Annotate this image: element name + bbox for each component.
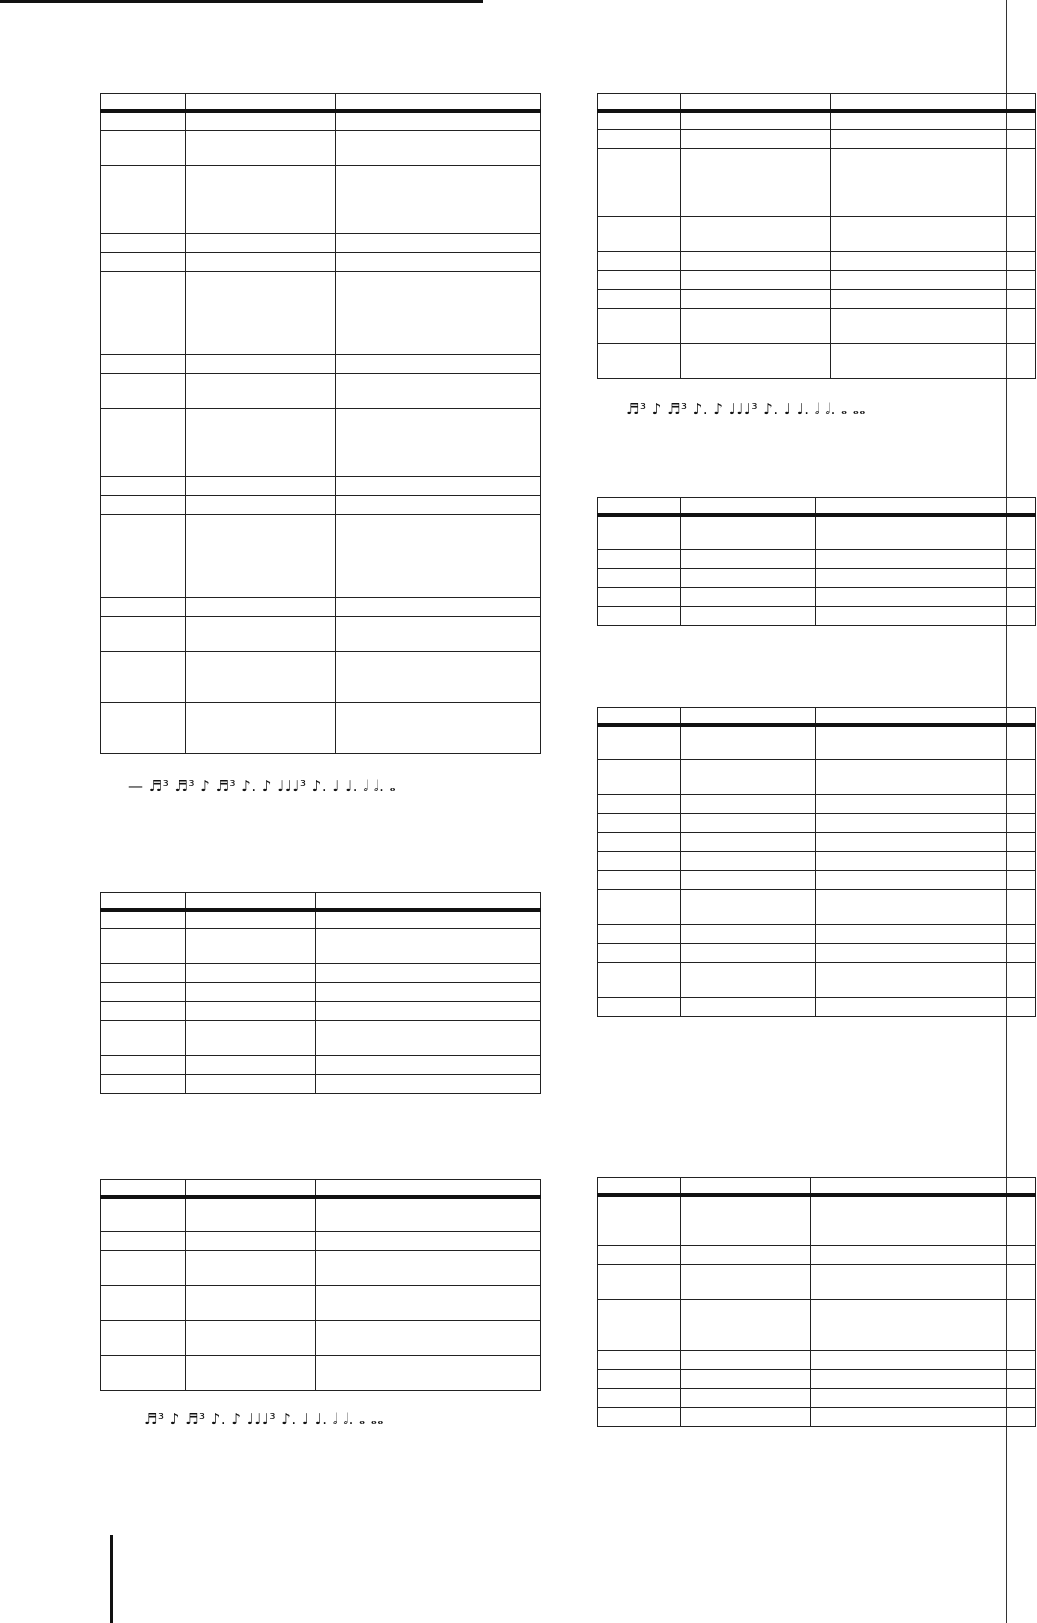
- table-cell: [101, 496, 186, 515]
- table-row: [598, 1351, 1036, 1370]
- table-cell: [598, 515, 681, 550]
- table-cell: [336, 515, 541, 598]
- table-cell: [681, 344, 831, 379]
- table-cell: [101, 1021, 186, 1056]
- table-row: [598, 760, 1036, 795]
- table-row: [598, 1195, 1036, 1246]
- table-cell: [101, 598, 186, 617]
- table-cell: [598, 309, 681, 344]
- table-cell: [831, 344, 1036, 379]
- table-row: [598, 963, 1036, 998]
- table-cell: [336, 111, 541, 131]
- table-cell: [681, 271, 831, 290]
- table-cell: [336, 617, 541, 652]
- table-cell: [101, 1251, 186, 1286]
- table-cell: [681, 963, 816, 998]
- table-cell: [816, 588, 1036, 607]
- table-cell: [336, 477, 541, 496]
- table-cell: [598, 1265, 681, 1300]
- table-cell: [681, 852, 816, 871]
- table-row: [598, 111, 1036, 130]
- column-header: [816, 708, 1036, 725]
- table-cell: [101, 617, 186, 652]
- table-cell: [101, 1056, 186, 1075]
- table-row: [598, 1389, 1036, 1408]
- table-cell: [598, 217, 681, 252]
- column-header: [101, 94, 186, 111]
- table-cell: [681, 760, 816, 795]
- table-cell: [598, 852, 681, 871]
- note-values-legend: — ♬³ ♬³ ♪ ♬³ ♪. ♪ ♩♩♩³ ♪. ♩ ♩. 𝅗𝅥 𝅗𝅥. 𝅝: [128, 777, 397, 795]
- column-header: [598, 498, 681, 515]
- table-cell: [316, 1321, 541, 1356]
- table-cell: [816, 998, 1036, 1017]
- column-header: [831, 94, 1036, 111]
- table-cell: [186, 1075, 316, 1094]
- table-row: [101, 496, 541, 515]
- table-cell: [336, 166, 541, 234]
- table-cell: [598, 1246, 681, 1265]
- table-cell: [598, 1195, 681, 1246]
- column-header: [681, 498, 816, 515]
- table-cell: [336, 355, 541, 374]
- table-cell: [681, 944, 816, 963]
- table-row: [101, 598, 541, 617]
- parameter-table-2: [100, 892, 541, 1094]
- table-row: [101, 964, 541, 983]
- table-cell: [681, 1408, 811, 1427]
- table-cell: [681, 1300, 811, 1351]
- table-cell: [816, 925, 1036, 944]
- column-header: [101, 893, 186, 910]
- table-cell: [816, 890, 1036, 925]
- table-cell: [316, 1286, 541, 1321]
- table-cell: [681, 725, 816, 760]
- table-row: [101, 166, 541, 234]
- table-row: [101, 617, 541, 652]
- table-cell: [316, 1075, 541, 1094]
- table-row: [598, 588, 1036, 607]
- table-cell: [681, 1370, 811, 1389]
- table-cell: [598, 944, 681, 963]
- table-row: [101, 1075, 541, 1094]
- table-cell: [598, 833, 681, 852]
- table-cell: [816, 569, 1036, 588]
- table-cell: [598, 344, 681, 379]
- table-cell: [316, 1056, 541, 1075]
- table-row: [101, 929, 541, 964]
- table-cell: [101, 111, 186, 131]
- column-header: [186, 893, 316, 910]
- table-cell: [598, 760, 681, 795]
- table-cell: [316, 964, 541, 983]
- table-row: [598, 515, 1036, 550]
- table-row: [101, 910, 541, 929]
- table-cell: [336, 253, 541, 272]
- column-header: [681, 708, 816, 725]
- table-cell: [681, 290, 831, 309]
- table-row: [598, 130, 1036, 149]
- top-header-rule: [0, 0, 483, 3]
- table-row: [101, 1321, 541, 1356]
- table-cell: [816, 607, 1036, 626]
- table-cell: [186, 515, 336, 598]
- table-row: [101, 111, 541, 131]
- table-cell: [831, 111, 1036, 130]
- column-header: [816, 498, 1036, 515]
- table-cell: [186, 355, 336, 374]
- table-cell: [681, 1389, 811, 1408]
- table-cell: [681, 1195, 811, 1246]
- table-cell: [101, 131, 186, 166]
- table-cell: [598, 963, 681, 998]
- table-cell: [598, 1408, 681, 1427]
- table-cell: [101, 652, 186, 703]
- column-header: [598, 1178, 681, 1195]
- table-row: [101, 1056, 541, 1075]
- table-cell: [598, 149, 681, 217]
- parameter-table-5: [597, 497, 1036, 626]
- table-cell: [831, 252, 1036, 271]
- table-cell: [186, 1002, 316, 1021]
- table-cell: [598, 1370, 681, 1389]
- table-cell: [598, 550, 681, 569]
- table-cell: [598, 814, 681, 833]
- table-cell: [101, 910, 186, 929]
- table-row: [598, 1408, 1036, 1427]
- table-row: [101, 1286, 541, 1321]
- table-cell: [598, 271, 681, 290]
- table-cell: [186, 929, 316, 964]
- table-row: [598, 833, 1036, 852]
- table-cell: [598, 111, 681, 130]
- table-row: [598, 217, 1036, 252]
- column-header: [186, 94, 336, 111]
- table-cell: [681, 607, 816, 626]
- table-cell: [598, 588, 681, 607]
- column-header: [598, 94, 681, 111]
- table-row: [598, 944, 1036, 963]
- table-row: [598, 852, 1036, 871]
- table-cell: [816, 833, 1036, 852]
- table-row: [101, 983, 541, 1002]
- table-cell: [811, 1246, 1036, 1265]
- table-cell: [816, 963, 1036, 998]
- table-cell: [186, 111, 336, 131]
- table-cell: [186, 1021, 316, 1056]
- table-row: [101, 703, 541, 754]
- table-cell: [101, 1232, 186, 1251]
- table-cell: [681, 309, 831, 344]
- table-cell: [101, 166, 186, 234]
- table-cell: [101, 1356, 186, 1391]
- table-cell: [101, 477, 186, 496]
- table-cell: [336, 374, 541, 409]
- table-cell: [811, 1408, 1036, 1427]
- table-cell: [101, 1321, 186, 1356]
- table-row: [598, 814, 1036, 833]
- table-cell: [681, 111, 831, 130]
- table-row: [101, 1356, 541, 1391]
- table-cell: [811, 1265, 1036, 1300]
- parameter-table-4: [597, 93, 1036, 379]
- table-row: [598, 1370, 1036, 1389]
- table-cell: [681, 149, 831, 217]
- table-cell: [681, 252, 831, 271]
- table-cell: [186, 617, 336, 652]
- table-cell: [681, 998, 816, 1017]
- parameter-table-1: [100, 93, 541, 754]
- table-cell: [186, 1197, 316, 1232]
- table-cell: [186, 234, 336, 253]
- table-cell: [186, 1251, 316, 1286]
- table-cell: [816, 515, 1036, 550]
- table-cell: [681, 833, 816, 852]
- table-cell: [101, 355, 186, 374]
- table-cell: [831, 217, 1036, 252]
- table-cell: [101, 515, 186, 598]
- table-cell: [336, 652, 541, 703]
- table-cell: [816, 871, 1036, 890]
- table-cell: [101, 1197, 186, 1232]
- table-cell: [101, 1075, 186, 1094]
- table-row: [101, 234, 541, 253]
- table-row: [101, 1251, 541, 1286]
- table-cell: [316, 929, 541, 964]
- table-cell: [816, 550, 1036, 569]
- column-header: [681, 94, 831, 111]
- table-cell: [681, 890, 816, 925]
- table-row: [598, 1300, 1036, 1351]
- table-cell: [186, 598, 336, 617]
- table-cell: [186, 409, 336, 477]
- table-cell: [811, 1389, 1036, 1408]
- table-cell: [831, 290, 1036, 309]
- table-cell: [186, 253, 336, 272]
- table-cell: [186, 1286, 316, 1321]
- table-row: [598, 1246, 1036, 1265]
- table-cell: [598, 725, 681, 760]
- table-cell: [811, 1370, 1036, 1389]
- table-row: [598, 871, 1036, 890]
- table-cell: [101, 253, 186, 272]
- column-header: [336, 94, 541, 111]
- table-cell: [101, 374, 186, 409]
- table-cell: [336, 272, 541, 355]
- table-row: [598, 550, 1036, 569]
- table-cell: [681, 814, 816, 833]
- table-cell: [816, 852, 1036, 871]
- table-cell: [681, 550, 816, 569]
- table-row: [101, 1197, 541, 1232]
- table-row: [101, 1002, 541, 1021]
- table-cell: [186, 131, 336, 166]
- table-cell: [811, 1351, 1036, 1370]
- table-cell: [186, 910, 316, 929]
- table-cell: [316, 1021, 541, 1056]
- table-cell: [101, 234, 186, 253]
- table-cell: [831, 130, 1036, 149]
- table-row: [101, 1232, 541, 1251]
- parameter-table-7: [597, 1177, 1036, 1427]
- table-cell: [316, 1232, 541, 1251]
- table-cell: [816, 725, 1036, 760]
- table-cell: [681, 569, 816, 588]
- table-cell: [186, 1321, 316, 1356]
- table-cell: [598, 998, 681, 1017]
- table-cell: [316, 1197, 541, 1232]
- table-cell: [101, 929, 186, 964]
- column-header: [186, 1180, 316, 1197]
- table-cell: [186, 374, 336, 409]
- table-row: [598, 569, 1036, 588]
- parameter-table-3: [100, 1179, 541, 1391]
- table-cell: [316, 983, 541, 1002]
- table-cell: [816, 944, 1036, 963]
- column-header: [101, 1180, 186, 1197]
- table-cell: [598, 252, 681, 271]
- table-cell: [681, 1265, 811, 1300]
- table-cell: [336, 234, 541, 253]
- table-row: [101, 355, 541, 374]
- table-cell: [681, 1246, 811, 1265]
- note-values-legend: ♬³ ♪ ♬³ ♪. ♪ ♩♩♩³ ♪. ♩ ♩. 𝅗𝅥 𝅗𝅥. 𝅝 𝅝𝅝: [626, 400, 866, 418]
- table-row: [598, 607, 1036, 626]
- table-cell: [336, 131, 541, 166]
- table-cell: [101, 964, 186, 983]
- table-cell: [186, 272, 336, 355]
- table-cell: [316, 1002, 541, 1021]
- table-cell: [598, 1389, 681, 1408]
- table-row: [598, 344, 1036, 379]
- table-cell: [316, 910, 541, 929]
- table-row: [598, 252, 1036, 271]
- table-cell: [336, 409, 541, 477]
- column-header: [316, 893, 541, 910]
- table-cell: [186, 983, 316, 1002]
- table-row: [101, 409, 541, 477]
- table-cell: [336, 703, 541, 754]
- table-cell: [186, 1356, 316, 1391]
- table-cell: [681, 130, 831, 149]
- table-cell: [186, 166, 336, 234]
- table-cell: [598, 569, 681, 588]
- table-row: [101, 253, 541, 272]
- table-row: [101, 272, 541, 355]
- table-cell: [598, 925, 681, 944]
- table-row: [598, 309, 1036, 344]
- table-cell: [336, 496, 541, 515]
- table-cell: [186, 652, 336, 703]
- footer-left-rule: [110, 1535, 113, 1623]
- table-cell: [101, 409, 186, 477]
- table-cell: [598, 1300, 681, 1351]
- table-cell: [316, 1356, 541, 1391]
- table-cell: [186, 964, 316, 983]
- table-cell: [681, 588, 816, 607]
- table-row: [101, 131, 541, 166]
- table-cell: [336, 598, 541, 617]
- table-cell: [598, 795, 681, 814]
- table-cell: [598, 290, 681, 309]
- table-cell: [101, 1286, 186, 1321]
- table-cell: [101, 703, 186, 754]
- table-cell: [816, 814, 1036, 833]
- table-cell: [316, 1251, 541, 1286]
- table-cell: [831, 149, 1036, 217]
- table-row: [598, 725, 1036, 760]
- table-cell: [681, 871, 816, 890]
- column-header: [681, 1178, 811, 1195]
- table-cell: [811, 1195, 1036, 1246]
- table-cell: [681, 515, 816, 550]
- table-cell: [598, 1351, 681, 1370]
- table-cell: [186, 496, 336, 515]
- table-row: [101, 374, 541, 409]
- column-header: [598, 708, 681, 725]
- table-cell: [186, 1232, 316, 1251]
- table-cell: [811, 1300, 1036, 1351]
- table-row: [598, 890, 1036, 925]
- table-row: [598, 998, 1036, 1017]
- table-cell: [598, 890, 681, 925]
- table-row: [101, 515, 541, 598]
- table-cell: [186, 703, 336, 754]
- table-cell: [681, 217, 831, 252]
- table-row: [101, 1021, 541, 1056]
- table-cell: [186, 1056, 316, 1075]
- table-cell: [816, 795, 1036, 814]
- parameter-table-6: [597, 707, 1036, 1017]
- table-row: [598, 271, 1036, 290]
- table-cell: [831, 271, 1036, 290]
- table-row: [101, 652, 541, 703]
- table-cell: [681, 1351, 811, 1370]
- table-cell: [598, 871, 681, 890]
- table-cell: [186, 477, 336, 496]
- table-cell: [681, 795, 816, 814]
- table-row: [598, 1265, 1036, 1300]
- table-cell: [598, 607, 681, 626]
- table-row: [598, 290, 1036, 309]
- table-cell: [101, 272, 186, 355]
- column-header: [316, 1180, 541, 1197]
- column-header: [811, 1178, 1036, 1195]
- table-cell: [816, 760, 1036, 795]
- table-row: [598, 795, 1036, 814]
- table-cell: [831, 309, 1036, 344]
- table-row: [598, 149, 1036, 217]
- table-cell: [681, 925, 816, 944]
- table-row: [101, 477, 541, 496]
- table-cell: [598, 130, 681, 149]
- note-values-legend: ♬³ ♪ ♬³ ♪. ♪ ♩♩♩³ ♪. ♩ ♩. 𝅗𝅥 𝅗𝅥. 𝅝 𝅝𝅝: [144, 1410, 384, 1428]
- table-cell: [101, 1002, 186, 1021]
- table-row: [598, 925, 1036, 944]
- table-cell: [101, 983, 186, 1002]
